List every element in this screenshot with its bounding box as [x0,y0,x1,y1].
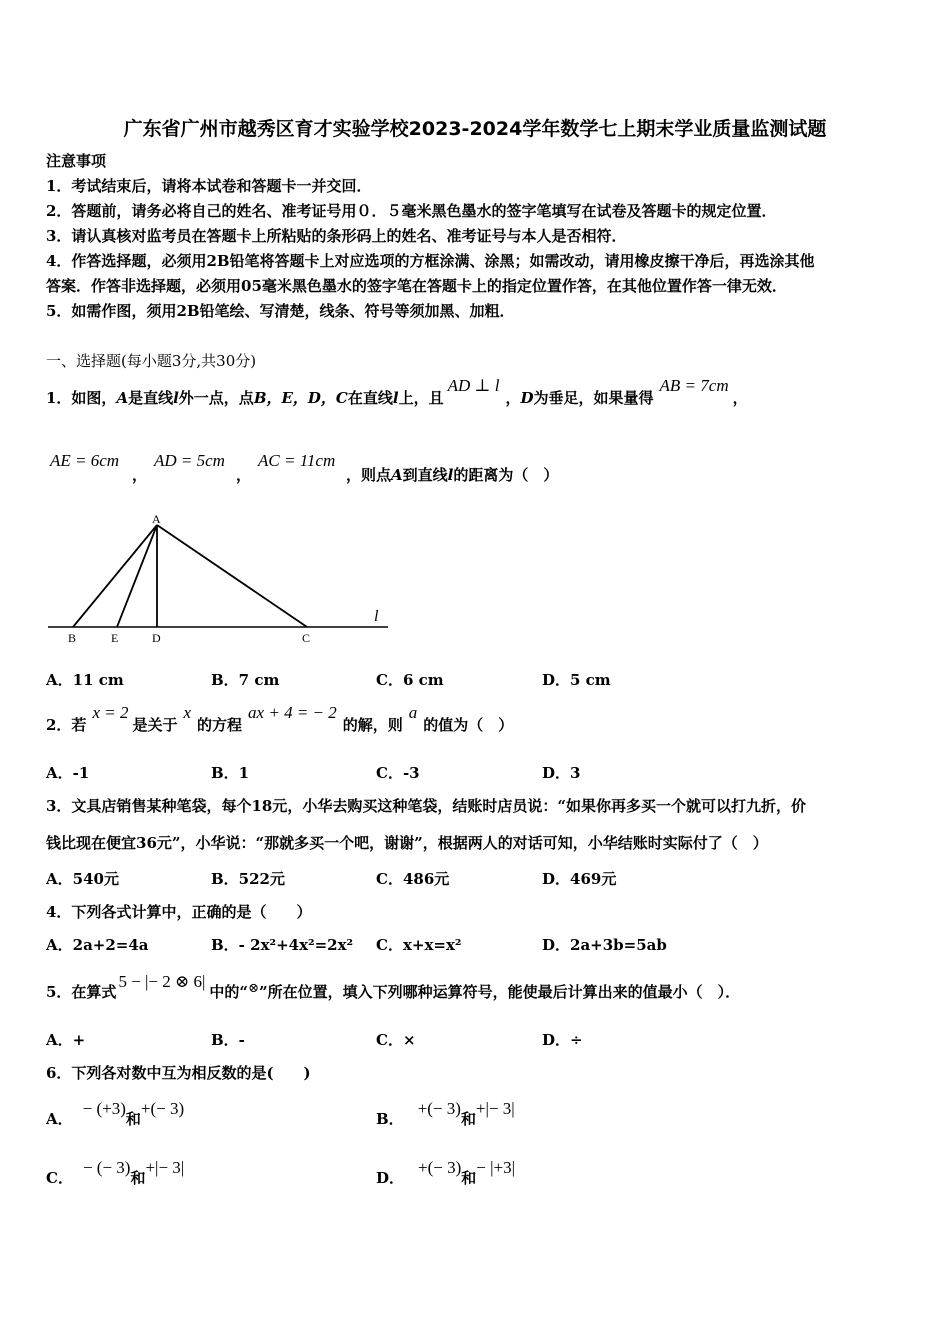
label-b: B [68,631,77,645]
question-6: 6．下列各对数中互为相反数的是( ) [46,1064,311,1082]
label-c: C [302,631,311,645]
notice-item: 答案．作答非选择题，必须用05毫米黑色墨水的签字笔在答题卡上的指定位置作答，在其他位置作答一律无效． [46,277,787,295]
option-d[interactable]: D．+(− 3)和− |+3| [376,1158,516,1187]
option-c[interactable]: C．6 cm [376,671,444,689]
section-heading: 一、选择题(每小题3分,共30分) [46,352,257,370]
notice-item: 3．请认真核对监考员在答题卡上所粘贴的条形码上的姓名、准考证号与本人是否相符． [46,227,627,245]
option-d[interactable]: D．÷ [542,1031,583,1049]
option-c[interactable]: C．486元 [376,870,450,888]
label-a: A [152,512,161,526]
notice-heading: 注意事项 [46,152,107,170]
measure-ae: AE = 6cm [50,451,120,470]
option-d[interactable]: D．5 cm [542,671,611,689]
question-2: 2．若x = 2是关于x的方程ax + 4 = − 2的解，则a的值为（ ） [46,703,514,734]
comma: ， [132,466,148,484]
segment-ab [73,525,157,627]
label-d: D [152,631,161,645]
label-e: E [111,631,119,645]
option-b[interactable]: B．- 2x²+4x²=2x² [211,936,354,954]
question-1-line-1: 1．如图，A是直线l外一点，点B，E，D，C在直线l上，且AD ⊥ l，D为垂足，如果量得AB = 7cm， [46,376,748,407]
option-b[interactable]: B．7 cm [211,671,280,689]
option-b[interactable]: B．+(− 3)和+|− 3| [376,1099,515,1128]
notice-item: 4．作答选择题，必须用2B铅笔将答题卡上对应选项的方框涂满、涂黑；如需改动，请用橡皮擦干净后，再选涂其他 [46,252,815,270]
question-1-line-2: ，则点A到直线l的距离为（ ） [346,466,559,484]
option-b[interactable]: B．522元 [211,870,285,888]
option-d[interactable]: D．469元 [542,870,617,888]
option-b[interactable]: B．- [211,1031,245,1049]
question-5: 5．在算式5 − |− 2 ⊗ 6|中的“⊗”所在位置，填入下列哪种运算符号，能使最后计算出来的值最小（ ）． [46,972,741,1001]
option-a[interactable]: A．− (+3)和+(− 3) [46,1099,185,1128]
option-a[interactable]: A．-1 [46,764,90,782]
notice-item: 2．答题前，请务必将自己的姓名、准考证号用０．５毫米黑色墨水的签字笔填写在试卷及答题卡的规定位置． [46,202,777,220]
option-c[interactable]: C．− (− 3)和+|− 3| [46,1158,185,1187]
option-c[interactable]: C．× [376,1031,416,1049]
option-a[interactable]: A．+ [46,1031,86,1049]
segment-ae [117,525,157,627]
measure-ad: AD = 5cm [154,451,225,470]
notice-item: 5．如需作图，须用2B铅笔绘、写清楚，线条、符号等须加黑、加粗． [46,302,515,320]
comma: ， [236,466,252,484]
notice-item: 1．考试结束后，请将本试卷和答题卡一并交回． [46,177,372,195]
option-a[interactable]: A．540元 [46,870,119,888]
label-l: l [374,608,379,625]
option-b[interactable]: B．1 [211,764,250,782]
option-d[interactable]: D．2a+3b=5ab [542,936,667,954]
geometry-figure [40,505,400,650]
page-title: 广东省广州市越秀区育才实验学校2023-2024学年数学七上期末学业质量监测试题 [123,118,827,140]
option-d[interactable]: D．3 [542,764,581,782]
segment-ac [157,525,307,627]
question-4: 4．下列各式计算中，正确的是（ ） [46,903,312,921]
option-c[interactable]: C．-3 [376,764,420,782]
question-3-line-1: 3．文具店销售某种笔袋，每个18元，小华去购买这种笔袋，结账时店员说：“如果你再多买一个就可以打九折，价 [46,797,806,815]
option-a[interactable]: A．11 cm [46,671,124,689]
question-3-line-2: 钱比现在便宜36元”，小华说：“那就多买一个吧，谢谢”，根据两人的对话可知，小华结账时实际付了（ ） [46,834,768,852]
option-a[interactable]: A．2a+2=4a [46,936,149,954]
option-c[interactable]: C．x+x=x² [376,936,462,954]
measure-ac: AC = 11cm [258,451,336,470]
